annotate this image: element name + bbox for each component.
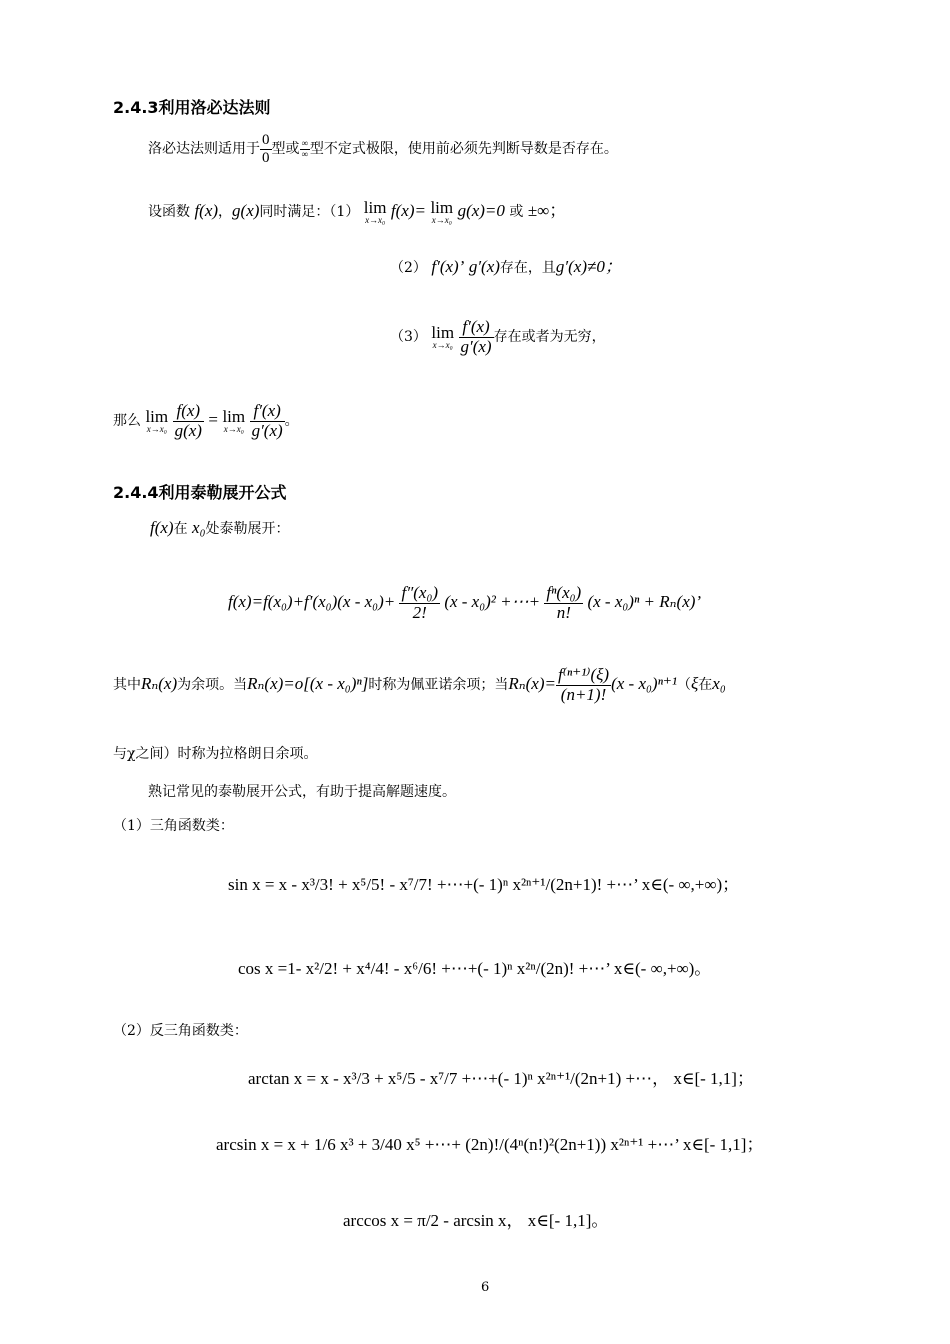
rem-xi: ξ [691,674,699,694]
cond3-text: 存在或者为无穷， [493,329,606,346]
frac-den: ∞ [301,148,308,159]
rem-at: 在 [698,677,713,694]
cond2-gprime: g′(x) [468,257,500,276]
intro-mid: 型或 [271,141,300,157]
limit-operator [364,199,387,225]
remainder-line [113,666,726,704]
frac-den: (n+1)! [560,684,607,704]
frac-den: g′(x) [460,336,492,356]
frac-num: ∞ [301,137,308,148]
frac-num: f⁽ⁿ⁺¹⁾(ξ) [557,665,610,684]
taylor-fx: f(x) [150,518,174,537]
sin-formula: sin x = x - x³/3! + x⁵/5! - x⁷/7! +⋯+(- 1)ⁿ x²ⁿ⁺¹/(2n+1)! +⋯’ x∈(- ∞,+∞)； [228,875,740,894]
limit-operator [222,408,245,434]
lhopital-conditions [148,196,566,225]
lhopital-conclusion [113,402,299,440]
frac-den: g(x) [174,420,202,440]
limit-operator [431,324,454,350]
arctan-formula: arctan x = x - x³/3 + x⁵/5 - x⁷/7 +⋯+(- 1)ⁿ x²ⁿ⁺¹/(2n+1) +⋯， x∈[- 1,1]； [248,1069,754,1088]
limit-operator [430,199,453,225]
taylor-intro [150,518,290,538]
taylor-frac-2 [544,584,583,622]
cond2-label: （2） [390,260,427,276]
lim-sub: x→x₀ [431,215,452,225]
taylor-frac-1 [399,584,440,622]
page-number: 6 [481,1280,490,1295]
frac-num: f″(x₀) [401,583,439,602]
recall-text: 熟记常见的泰勒展开公式，有助于提高解题速度。 [148,784,456,800]
category-inverse-trig: （2）反三角函数类： [113,1023,248,1039]
taylor-lhs: f(x)=f(x₀)+f′(x₀)(x - x₀)+ [228,592,396,612]
cond1-or: 或 [509,204,524,220]
taylor-at: 在 [173,521,188,537]
arccos-formula: arccos x = π/2 - arcsin x， x∈[- 1,1]。 [343,1211,609,1230]
rem-pre: 其中 [113,677,141,694]
equals-sign: = [208,410,218,430]
arcsin-formula: arcsin x = x + 1/6 x³ + 3/40 x⁵ +⋯+ (2n)!/(4ⁿ(n!)²(2n+1)) x²ⁿ⁺¹ +⋯’ x∈[- 1,1]； [216,1135,764,1154]
inf-over-inf [300,139,310,160]
lim-word: lim [431,323,455,343]
rem-x0: x₀ [712,674,726,694]
frac-den: n! [556,602,571,622]
frac-den: g′(x) [251,420,283,440]
taylor-mid: (x - x₀)² +⋯+ [444,592,541,612]
concl-pre: 那么 [113,413,141,430]
cond-intro: 设函数 [148,204,190,220]
lim-sub: x→x₀ [365,215,386,225]
frac-den: 2! [412,602,427,622]
frac-num: f′(x) [459,318,494,338]
cos-formula: cos x =1- x²/2! + x⁴/4! - x⁶/6! +⋯+(- 1)ⁿ x²ⁿ/(2n)! +⋯’ x∈(- ∞,+∞)。 [238,959,712,978]
condition-2 [390,252,622,277]
rem-lag-frac [556,666,611,704]
cond2-fprime: f′(x)’ [431,257,465,276]
cond-gx: g(x) [232,201,260,220]
limit-operator [145,408,168,434]
cond3-label: （3） [390,329,427,346]
cond1-g: g(x)=0 [457,201,505,220]
lim-word: lim [145,407,169,427]
frac-num: f(x) [173,402,204,422]
cond1-pm: ±∞； [527,201,567,220]
section-heading-2-4-4: 2.4.4利用泰勒展开公式 [113,483,287,502]
cond-text: 同时满足：（1） [259,204,360,220]
cond2-text: 存在，且 [499,260,556,276]
intro-pre: 洛必达法则适用于 [148,141,260,157]
rem-text2: 时称为佩亚诺余项；当 [368,677,509,694]
rem-peano: Rₙ(x)=o[(x - x₀)ⁿ] [247,674,369,694]
remainder-line-2: 与χ之间）时称为拉格朗日余项。 [113,746,318,762]
zero-over-zero [260,132,272,166]
taylor-formula [228,584,701,622]
section-heading-2-4-3: 2.4.3利用洛必达法则 [113,98,271,117]
lim-word: lim [222,407,246,427]
lim-sub: x→x₀ [432,340,453,351]
concl-fraction-1 [173,402,204,440]
cond-sep: ， [218,204,233,220]
frac-num: 0 [262,132,270,148]
concl-end: 。 [284,413,299,430]
concl-fraction-2 [250,402,285,440]
rem-lag-end: (x - x₀)ⁿ⁺¹ [611,674,677,694]
category-trig: （1）三角函数类： [113,818,234,834]
lhopital-intro [148,132,618,166]
frac-den: 0 [262,149,270,166]
cond2-neq: g′(x)≠0； [555,257,622,276]
lim-word: lim [363,198,387,217]
lim-sub: x→x₀ [146,424,167,435]
frac-num: fⁿ(x₀) [546,583,582,602]
intro-post: 型不定式极限，使用前必须先判断导数是否存在。 [309,141,618,157]
lim-word: lim [430,198,454,217]
cond3-fraction [459,318,494,356]
rem-lag-lhs: Rₙ(x)= [508,674,556,694]
rem-r: Rₙ(x) [141,674,178,694]
cond-fx: f(x) [194,201,219,220]
rem-text1: 为余项。当 [177,677,248,694]
taylor-intro-text: 处泰勒展开： [205,521,290,537]
frac-num: f′(x) [250,402,285,422]
rem-text3: （ [677,677,691,694]
cond1-f: f(x)= [390,201,426,220]
taylor-end: (x - x₀)ⁿ + Rₙ(x)’ [587,592,702,612]
condition-3 [390,318,606,356]
lim-sub: x→x₀ [223,424,244,435]
taylor-x0: x₀ [192,518,206,537]
